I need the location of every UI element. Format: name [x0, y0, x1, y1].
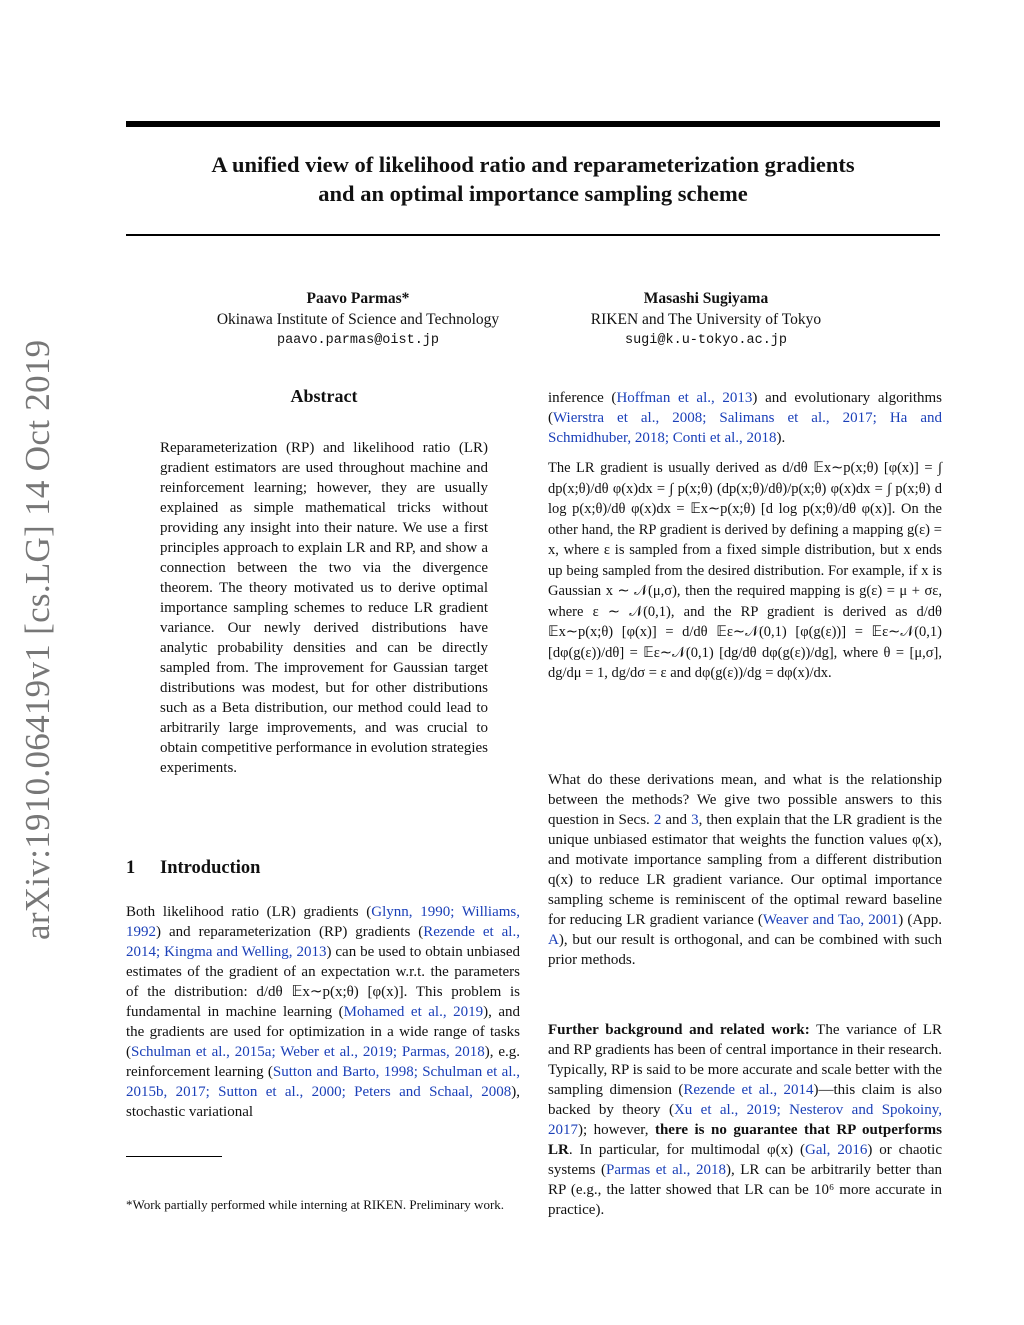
- abstract-text: Reparameterization (RP) and likelihood ratio (LR) gradient estimators are used throughout machine and reinforcement learning; however, they are usually explained as simple mathematical tricks without providing any insight into their nature. We use a first principles approach to explain LR and RP, and show a connection between the two via the divergence theorem. The theory motivated us to derive optimal importance sampling schemes to reduce LR gradient variance. Our newly derived distributions have analytic probability densities and can be directly sampled from. The improvement for Gaussian target distributions was modest, but for other distributions such as a Beta distribution, our method could lead to arbitrarily large improvements, and was crucial to obtain competitive performance in evolution strategies experiments.: [160, 440, 488, 776]
- citation-link[interactable]: Gal, 2016: [805, 1142, 868, 1158]
- title-top-rule: [126, 121, 940, 127]
- paper-title: [126, 150, 940, 208]
- text-run: ), e.g. reinforcement learning (: [126, 1044, 520, 1080]
- author-name: Paavo Parmas*: [306, 290, 410, 307]
- text-run: ).: [776, 430, 786, 446]
- text-run: ); however,: [578, 1122, 655, 1138]
- text-run: ), LR can be arbitrarily better than RP (e.g., the latter showed that LR can be 10⁶ more accurate in practice).: [548, 1162, 943, 1218]
- section-link[interactable]: 3: [691, 812, 699, 828]
- citation-link[interactable]: Xu et al., 2019; Nesterov and Spokoiny, 2017: [548, 1102, 942, 1138]
- title-line-2: and an optimal importance sampling scheme: [318, 181, 748, 206]
- text-run: . In particular, for multimodal φ(x) (: [568, 1142, 806, 1158]
- footnote-rule: [126, 1156, 222, 1157]
- abstract-heading: Abstract: [290, 386, 358, 406]
- author-email[interactable]: paavo.parmas@oist.jp: [276, 333, 440, 348]
- citation-link[interactable]: Parmas et al., 2018: [606, 1162, 726, 1178]
- text-run: Both likelihood ratio (LR) gradients (: [126, 904, 372, 920]
- text-run: ) and evolutionary algorithms (: [548, 390, 942, 426]
- text-run: ) or chaotic systems (: [548, 1142, 942, 1178]
- citation-link[interactable]: Rezende et al., 2014: [683, 1082, 814, 1098]
- emphasis-text: there is no guarantee that RP outperforms LR: [548, 1122, 942, 1158]
- citation-link[interactable]: Mohamed et al., 2019: [343, 1004, 484, 1020]
- section-heading: [126, 858, 260, 879]
- text-run: ), but our result is orthogonal, and can be combined with such prior methods.: [548, 932, 942, 968]
- text-run: The variance of LR and RP gradients has been of central importance in their research. Typically, RP is said to be more accurate and scale better with the sampling dimension (: [548, 1022, 942, 1098]
- author-email[interactable]: sugi@k.u-tokyo.ac.jp: [624, 333, 788, 348]
- arxiv-stamp: arXiv:1910.06419v1 [cs.LG] 14 Oct 2019: [18, 339, 57, 940]
- text-run: ), and the gradients are used for optimization in a wide range of tasks (: [126, 1004, 520, 1060]
- author-affiliation: Okinawa Institute of Science and Technology: [216, 311, 500, 328]
- paragraph-heading: Further background and related work:: [548, 1022, 810, 1038]
- derivation-paragraph: The LR gradient is usually derived as d/dθ 𝔼x∼p(x;θ) [φ(x)] = ∫ dp(x;θ)/dθ φ(x)dx = ∫ p(x;θ) (dp(x;θ)/dθ)/p(x;θ) φ(x)dx = ∫ p(x;θ) d log p(x;θ)/dθ φ(x)dx = 𝔼x∼p(x;θ) [d log p(x;θ)/dθ φ(x)]. On the other hand, the RP gradient is derived by defining a mapping g(ε) = x, where ε is sampled from a fixed simple distribution, but x ends up being sampled from the desired distribution. For example, if x is Gaussian x ∼ 𝒩(μ,σ), then the required mapping is g(ε) = μ + σε, where ε ∼ 𝒩(0,1), and the RP gradient is derived as d/dθ 𝔼x∼p(x;θ) [φ(x)] = d/dθ 𝔼ε∼𝒩(0,1) [φ(g(ε))] = 𝔼ε∼𝒩(0,1) [dφ(g(ε))/dθ] = 𝔼ε∼𝒩(0,1) [dg/dθ dφ(g(ε))/dg], where θ = [μ,σ], dg/dμ = 1, dg/dσ = ε and dφ(g(ε))/dg = dφ(x)/dx.: [548, 460, 942, 681]
- explanation-paragraph: [548, 770, 942, 970]
- text-run: ), stochastic variational: [126, 1084, 520, 1120]
- appendix-link[interactable]: A: [548, 932, 559, 948]
- background-paragraph: [548, 1020, 942, 1220]
- text-run: )—this claim is also backed by theory (: [548, 1082, 942, 1118]
- title-line-1: A unified view of likelihood ratio and reparameterization gradients: [211, 152, 855, 177]
- title-bottom-rule: [126, 234, 940, 236]
- author-affiliation: RIKEN and The University of Tokyo: [590, 311, 822, 328]
- citation-link[interactable]: Schulman et al., 2015a; Weber et al., 2019; Parmas, 2018: [131, 1044, 485, 1060]
- text-run: inference (: [548, 390, 617, 406]
- text-run: ) (App.: [898, 912, 942, 928]
- section-link[interactable]: 2: [653, 812, 662, 828]
- author-name: Masashi Sugiyama: [643, 290, 769, 307]
- citation-link[interactable]: Glynn, 1990; Williams, 1992: [126, 904, 521, 940]
- citation-link[interactable]: Hoffman et al., 2013: [616, 390, 753, 406]
- text-run: and: [661, 812, 692, 828]
- text-run: What do these derivations mean, and what is the relationship between the methods? We give two possible answers to this question in Secs.: [548, 772, 942, 828]
- text-run: ) can be used to obtain unbiased estimates of the gradient of an expectation w.r.t. the parameters of the distribution: d/dθ 𝔼x∼p(x;θ) [φ(x)]. This problem is fundamental in machine learning (: [126, 944, 520, 1020]
- text-run: , then explain that the LR gradient is the unique unbiased estimator that weights the function values φ(x), and motivate importance sampling from a different distribution q(x) to reduce LR gradient variance. Our optimal importance sampling scheme is reminiscent of the optimal reward baseline for reducing LR gradient variance (: [548, 812, 942, 928]
- section-number: 1: [126, 858, 136, 878]
- intro-paragraph: [126, 902, 520, 1122]
- author-block-1: [180, 288, 536, 351]
- citation-link[interactable]: Weaver and Tao, 2001: [762, 912, 899, 928]
- author-block-2: [556, 288, 856, 351]
- right-paragraph-continued: [548, 388, 942, 448]
- footnote: *Work partially performed while interning at RIKEN. Preliminary work.: [126, 1197, 505, 1212]
- section-title: Introduction: [160, 858, 261, 878]
- citation-link[interactable]: Sutton and Barto, 1998; Schulman et al., 2015b, 2017; Sutton et al., 2000; Peters and Schaal, 2008: [126, 1064, 520, 1100]
- citation-link[interactable]: Rezende et al., 2014; Kingma and Welling, 2013: [126, 924, 520, 960]
- citation-link[interactable]: Wierstra et al., 2008; Salimans et al., 2017; Ha and Schmidhuber, 2018; Conti et al., 2018: [548, 410, 942, 446]
- text-run: ) and reparameterization (RP) gradients (: [156, 924, 424, 940]
